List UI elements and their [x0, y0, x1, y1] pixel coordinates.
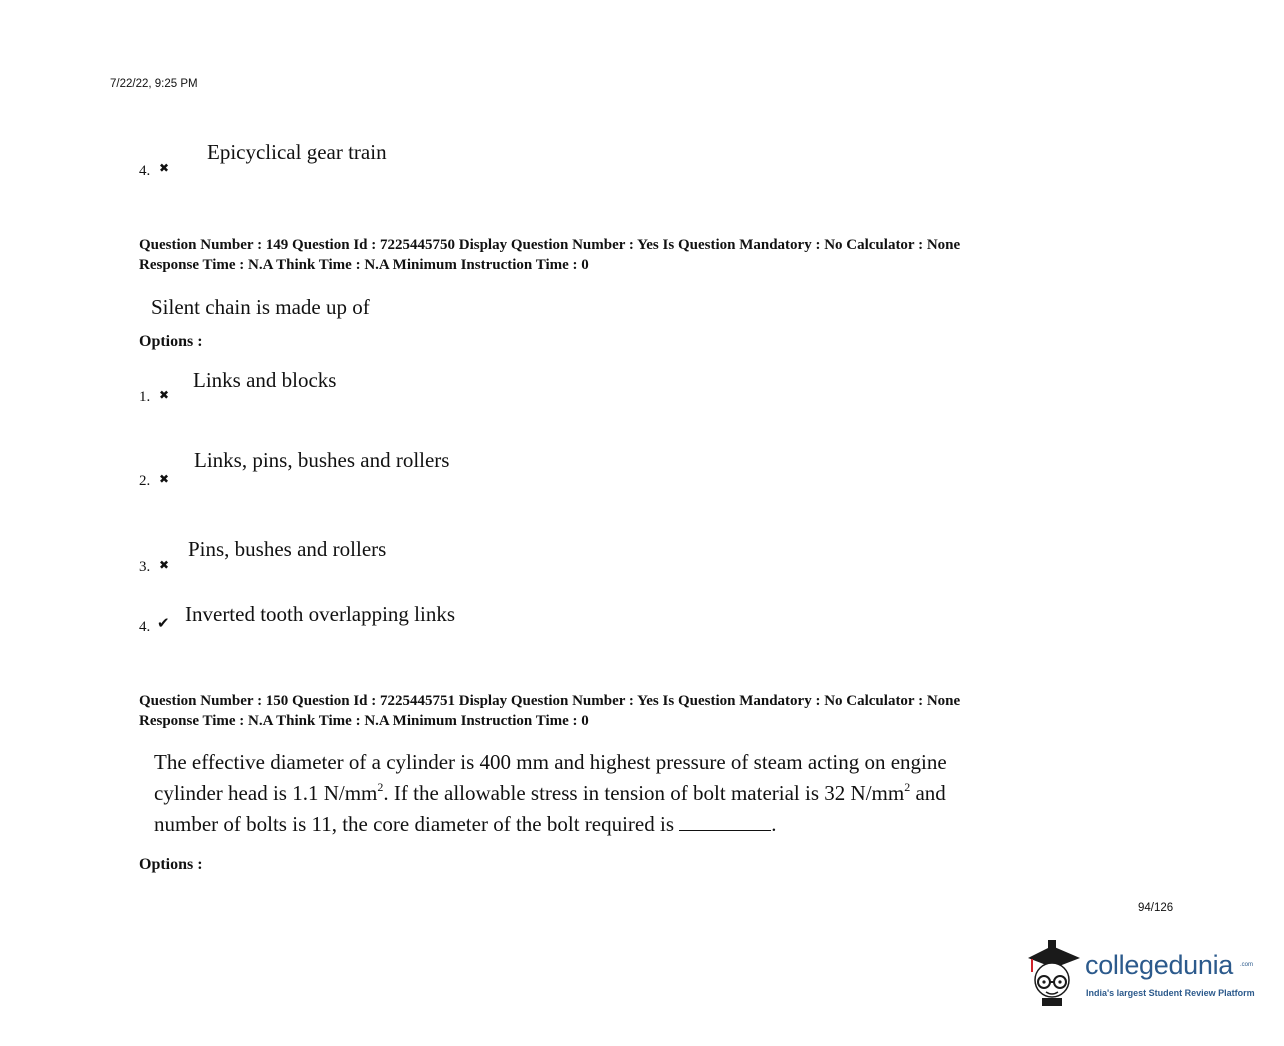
- q150-question-line2: [154, 778, 947, 809]
- page-number: 94/126: [1138, 902, 1174, 914]
- q150-line3-text: number of bolts is 11, the core diameter of the bolt required is: [154, 812, 680, 836]
- q149-option-3-number: 3.: [139, 559, 151, 575]
- q150-line2-part-c: and: [910, 781, 946, 805]
- prev-option-4-number: 4.: [139, 163, 151, 179]
- q149-meta-line1: Question Number : 149 Question Id : 7225445750 Display Question Number : Yes Is Question Mandatory : No Calculator : None: [139, 237, 961, 253]
- cross-icon: ✖: [159, 388, 170, 402]
- q149-meta-line2: Response Time : N.A Think Time : N.A Minimum Instruction Time : 0: [139, 257, 589, 273]
- q149-question-text: Silent chain is made up of: [151, 295, 370, 319]
- brand-name: collegedunia: [1085, 950, 1234, 980]
- q150-meta-line1: Question Number : 150 Question Id : 7225445751 Display Question Number : Yes Is Question Mandatory : No Calculator : None: [139, 693, 961, 709]
- q149-option-2-text: Links, pins, bushes and rollers: [194, 448, 450, 472]
- q149-option-2-number: 2.: [139, 473, 151, 489]
- prev-option-4-text: Epicyclical gear train: [207, 140, 387, 164]
- q150-question-line3: [154, 809, 947, 840]
- q150-superscript-1: 2: [377, 780, 384, 794]
- q150-line2-part-b: . If the allowable stress in tension of bolt material is 32 N/mm: [383, 781, 905, 805]
- check-icon: ✔: [157, 614, 170, 632]
- q150-line2-part-a: cylinder head is 1.1 N/mm: [154, 781, 378, 805]
- brand-tagline: India's largest Student Review Platform: [1086, 988, 1255, 998]
- brand-suffix: .com: [1240, 962, 1254, 968]
- q149-options-label: Options :: [139, 333, 203, 350]
- q150-question-text: [154, 747, 947, 840]
- cross-icon: ✖: [159, 161, 170, 175]
- q149-option-1-text: Links and blocks: [193, 368, 337, 392]
- q149-option-4-number: 4.: [139, 619, 151, 635]
- q149-option-3-text: Pins, bushes and rollers: [188, 537, 387, 561]
- q150-meta-line2: Response Time : N.A Think Time : N.A Minimum Instruction Time : 0: [139, 713, 589, 729]
- q150-line3-end: .: [771, 812, 777, 836]
- q150-question-line1: The effective diameter of a cylinder is 400 mm and highest pressure of steam acting on engine: [154, 750, 947, 774]
- answer-blank: [679, 814, 771, 831]
- q149-option-1-number: 1.: [139, 389, 151, 405]
- cross-icon: ✖: [159, 472, 170, 486]
- collegedunia-mascot-logo: [1022, 938, 1086, 1010]
- q149-option-4-text: Inverted tooth overlapping links: [185, 602, 456, 626]
- print-timestamp: 7/22/22, 9:25 PM: [110, 78, 198, 90]
- q150-superscript-2: 2: [904, 780, 911, 794]
- cross-icon: ✖: [159, 558, 170, 572]
- q150-options-label: Options :: [139, 856, 203, 873]
